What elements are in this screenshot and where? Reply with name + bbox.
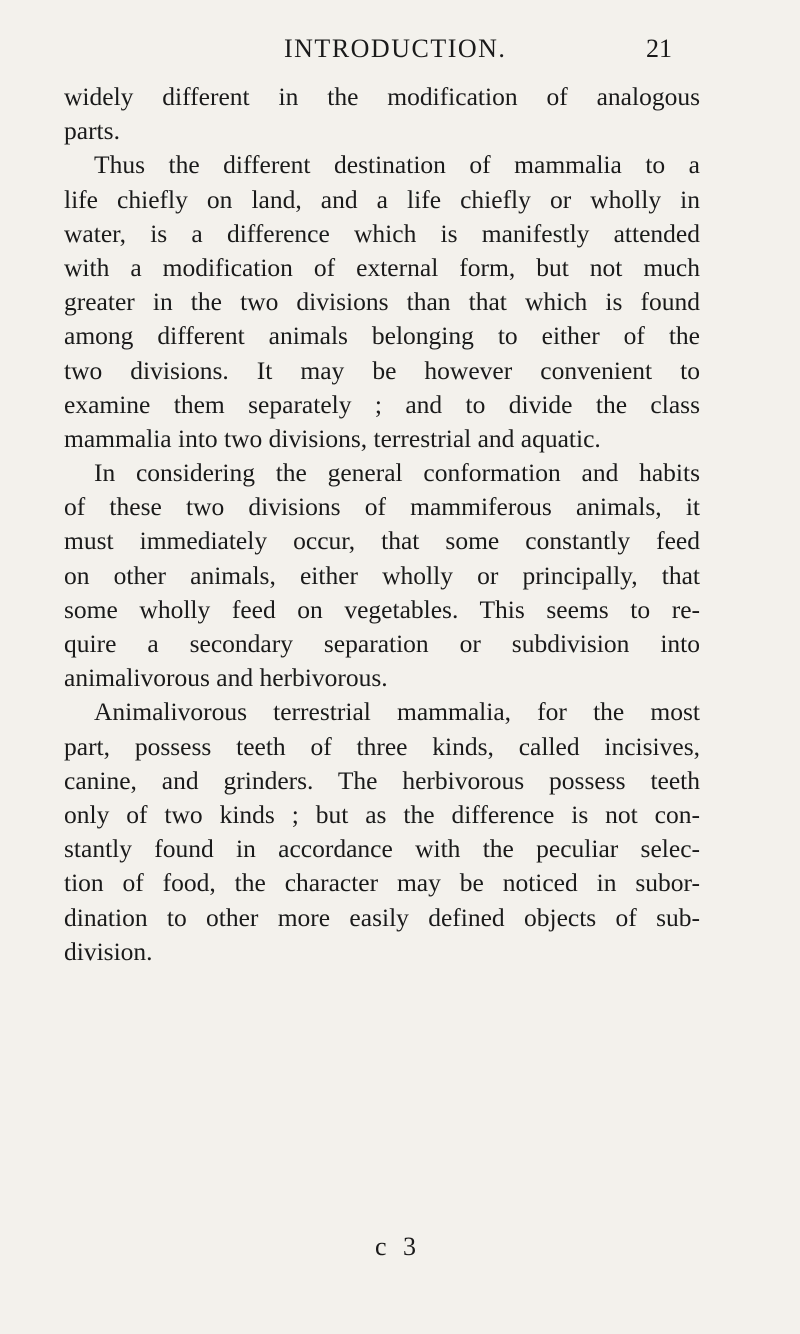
text-line: widely different in the modification of analogous: [64, 82, 700, 111]
text-line: stantly found in accordance with the peculiar selec-: [64, 834, 700, 864]
paragraph: [64, 80, 700, 148]
text-line: on other animals, either wholly or principally, that: [64, 560, 700, 590]
page-number: 21: [646, 34, 672, 63]
text-line: mammalia into two divisions, terrestrial and aquatic.: [64, 423, 601, 453]
text-line: examine them separately ; and to divide the class: [64, 389, 700, 419]
text-line: canine, and grinders. The herbivorous possess teeth: [64, 765, 700, 795]
text-line: dination to other more easily defined objects of sub-: [64, 902, 700, 932]
text-line: with a modification of external form, but not much: [64, 252, 700, 282]
text-line: life chiefly on land, and a life chiefly or wholly in: [64, 184, 700, 214]
text-line: Animalivorous terrestrial mammalia, for the most: [94, 697, 700, 727]
body-text: [64, 80, 700, 969]
running-title: INTRODUCTION.: [284, 34, 507, 63]
text-line: water, is a difference which is manifestly attended: [64, 218, 700, 248]
text-line: quire a secondary separation or subdivision into: [64, 629, 700, 658]
text-line: some wholly feed on vegetables. This seems to re-: [64, 594, 700, 624]
text-line: division.: [64, 936, 153, 966]
text-line: two divisions. It may be however convenient to: [64, 355, 700, 385]
running-head: [0, 34, 800, 68]
text-line: tion of food, the character may be noticed in subor-: [64, 868, 700, 898]
text-line: In considering the general conformation and habits: [94, 458, 700, 488]
text-line: parts.: [64, 116, 120, 146]
paragraph: [64, 695, 700, 969]
signature-mark: c 3: [375, 1232, 422, 1261]
text-line: part, possess teeth of three kinds, called incisives,: [64, 731, 700, 761]
text-line: only of two kinds ; but as the difference is not con-: [64, 799, 700, 829]
text-line: Thus the different destination of mammalia to a: [94, 150, 700, 180]
paragraph: [64, 456, 700, 695]
text-line: among different animals belonging to either of the: [64, 321, 700, 351]
text-line: animalivorous and herbivorous.: [64, 663, 388, 693]
text-line: must immediately occur, that some constantly feed: [64, 526, 700, 556]
paragraph: [64, 148, 700, 456]
text-line: of these two divisions of mammiferous animals, it: [64, 492, 700, 522]
text-line: greater in the two divisions than that which is found: [64, 287, 700, 317]
